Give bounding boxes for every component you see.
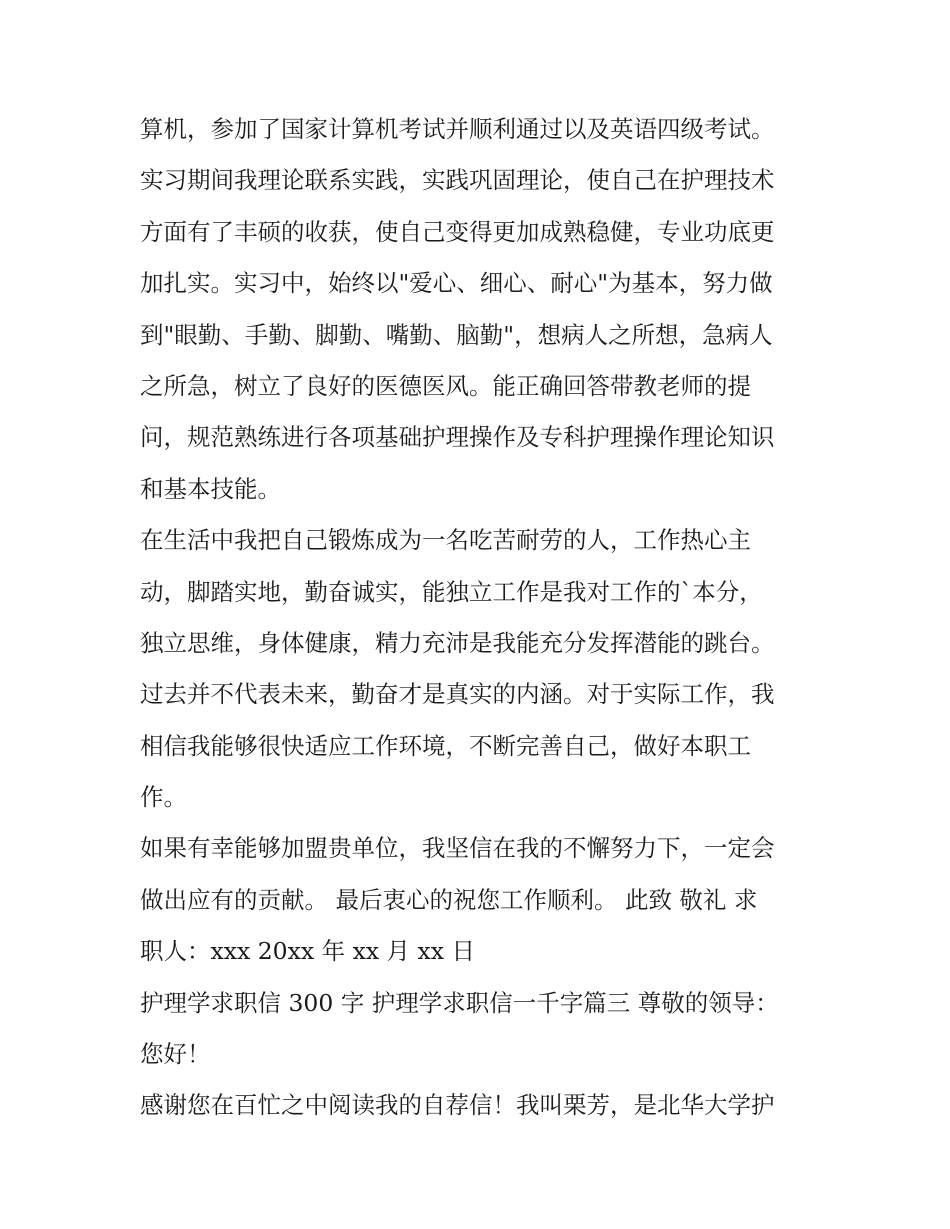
text-line: 算机，参加了国家计算机考试并顺利通过以及英语四级考试。 <box>140 115 775 143</box>
text-line: 护理学求职信 300 字 护理学求职信一千字篇三 尊敬的领导： <box>140 988 779 1017</box>
text-line: 作。 <box>140 783 187 812</box>
text-line: 动，脚踏实地，勤奋诚实，能独立工作是我对工作的`本分， <box>140 577 763 606</box>
text-line: 独立思维，身体健康，精力充沛是我能充分发挥潜能的跳台。 <box>140 628 775 657</box>
text-line: 到"眼勤、手勤、脚勤、嘴勤、脑勤"，想病人之所想，急病人 <box>140 320 773 349</box>
text-line: 问，规范熟练进行各项基础护理操作及专科护理操作理论知识 <box>140 423 775 452</box>
text-line: 实习期间我理论联系实践，实践巩固理论，使自己在护理技术 <box>140 166 775 195</box>
text-line: 如果有幸能够加盟贵单位，我坚信在我的不懈努力下，一定会 <box>140 834 775 863</box>
text-line: 过去并不代表未来，勤奋才是真实的内涵。对于实际工作，我 <box>140 680 775 709</box>
text-line: 做出应有的贡献。 最后衷心的祝您工作顺利。 此致 敬礼 求 <box>140 885 758 914</box>
text-line: 在生活中我把自己锻炼成为一名吃苦耐劳的人，工作热心主 <box>140 526 751 555</box>
text-line: 和基本技能。 <box>140 474 281 503</box>
text-line: 感谢您在百忙之中阅读我的自荐信！我叫栗芳，是北华大学护 <box>140 1091 775 1120</box>
text-line: 您好！ <box>140 1040 211 1069</box>
text-line: 相信我能够很快适应工作环境，不断完善自己，做好本职工 <box>140 731 751 760</box>
document-body <box>140 104 830 1132</box>
text-line: 方面有了丰硕的收获，使自己变得更加成熟稳健，专业功底更 <box>140 217 775 246</box>
text-line: 之所急，树立了良好的医德医风。能正确回答带教老师的提 <box>140 371 751 400</box>
text-line: 职人：xxx 20xx 年 xx 月 xx 日 <box>140 937 476 966</box>
text-line: 加扎实。实习中，始终以"爱心、细心、耐心"为基本，努力做 <box>140 269 773 298</box>
